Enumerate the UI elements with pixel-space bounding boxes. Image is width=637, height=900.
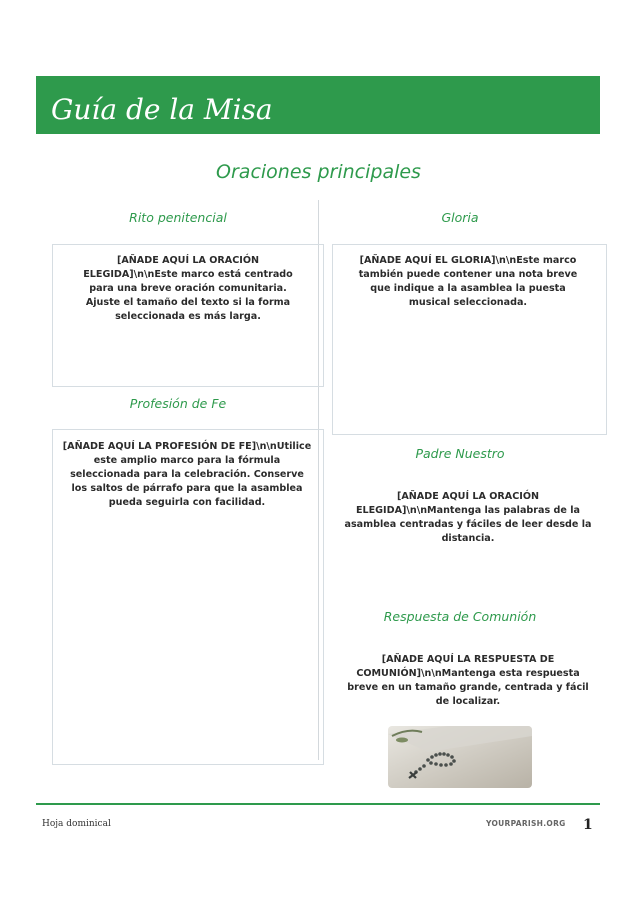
heading-rito-penitencial: Rito penitencial xyxy=(129,210,227,225)
heading-profesion-de-fe: Profesión de Fe xyxy=(129,396,227,411)
page-number: 1 xyxy=(583,817,593,833)
text-respuesta-comunion: [AÑADE AQUÍ LA RESPUESTA DE COMUNIÓN]\n\nMantenga esta respuesta breve en un tamaño grande, centrada y fácil de localizar. xyxy=(347,654,589,707)
text-rito-penitencial: [AÑADE AQUÍ LA ORACIÓN ELEGIDA]\n\nEste marco está centrado para una breve oración comunitaria. Ajuste el tamaño del texto si la forma seleccionada es más larga. xyxy=(83,255,293,322)
footer-title: Hoja dominical xyxy=(42,819,111,829)
section-title: Oraciones principales xyxy=(216,161,421,183)
heading-respuesta-comunion: Respuesta de Comunión xyxy=(383,609,537,624)
heading-padre-nuestro: Padre Nuestro xyxy=(415,446,505,461)
header-bar xyxy=(36,76,600,134)
footer-divider xyxy=(36,803,600,805)
rosary-photo xyxy=(388,726,532,788)
text-gloria: [AÑADE AQUÍ EL GLORIA]\n\nEste marco también puede contener una nota breve que indique a la asamblea la puesta musical seleccionada. xyxy=(358,255,578,308)
text-padre-nuestro: [AÑADE AQUÍ LA ORACIÓN ELEGIDA]\n\nMantenga las palabras de la asamblea centradas y fáciles de leer desde la distancia. xyxy=(344,491,592,544)
text-profesion-de-fe: [AÑADE AQUÍ LA PROFESIÓN DE FE]\n\nUtilice este amplio marco para la fórmula seleccionada para la celebración. Conserve los saltos de párrafo para que la asamblea pueda seguirla con facilidad. xyxy=(62,441,312,508)
footer-website: YOURPARISH.ORG xyxy=(486,819,566,828)
heading-gloria: Gloria xyxy=(441,210,479,225)
page-title: Guía de la Misa xyxy=(51,93,273,126)
